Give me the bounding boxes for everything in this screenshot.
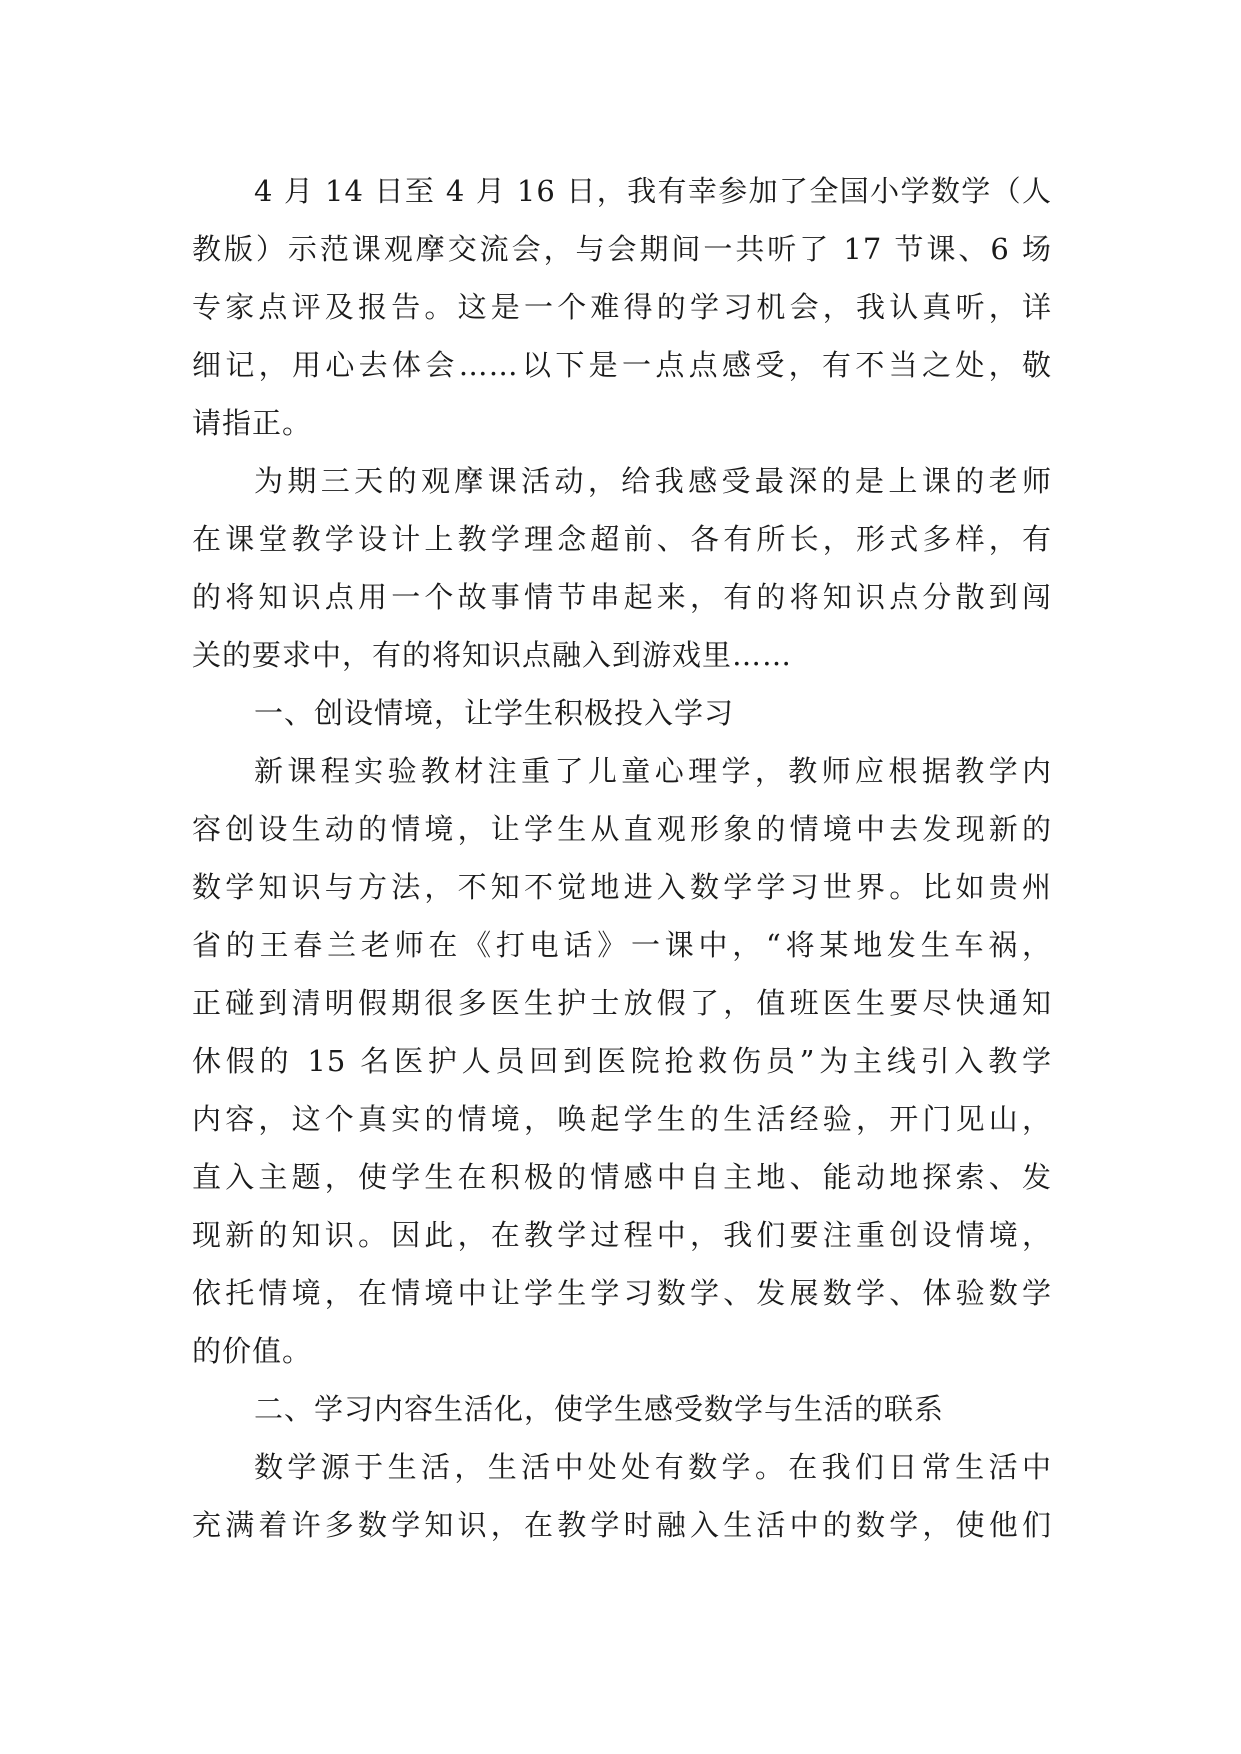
text-line: 省的王春兰老师在《打电话》一课中，“将某地发生车祸， [192, 928, 1052, 962]
text-line: 休假的 15 名医护人员回到医院抢救伤员”为主线引入教学 [192, 1044, 1052, 1078]
section-heading-2 [192, 1380, 1052, 1438]
text-line: 数学知识与方法，不知不觉地进入数学学习世界。比如贵州 [192, 870, 1052, 904]
paragraph-situation [192, 742, 1052, 1380]
text-line: 正碰到清明假期很多医生护士放假了，值班医生要尽快通知 [192, 986, 1052, 1020]
text-line: 教版）示范课观摩交流会，与会期间一共听了 17 节课、6 场 [192, 232, 1052, 266]
text-line: 4 月 14 日至 4 月 16 日，我有幸参加了全国小学数学（人 [254, 174, 1052, 208]
text-line: 现新的知识。因此，在教学过程中，我们要注重创设情境， [192, 1218, 1052, 1252]
text-line: 的价值。 [192, 1334, 313, 1368]
heading-text: 一、创设情境，让学生积极投入学习 [254, 696, 735, 730]
text-line: 直入主题，使学生在积极的情感中自主地、能动地探索、发 [192, 1160, 1052, 1194]
document-body [192, 162, 1052, 1554]
heading-text: 二、学习内容生活化，使学生感受数学与生活的联系 [254, 1392, 945, 1426]
section-heading-1 [192, 684, 1052, 742]
text-line: 的将知识点用一个故事情节串起来，有的将知识点分散到闯 [192, 580, 1052, 614]
text-line: 容创设生动的情境，让学生从直观形象的情境中去发现新的 [192, 812, 1052, 846]
paragraph-intro [192, 162, 1052, 452]
text-line: 新课程实验教材注重了儿童心理学，教师应根据教学内 [254, 754, 1052, 788]
text-line: 内容，这个真实的情境，唤起学生的生活经验，开门见山， [192, 1102, 1052, 1136]
text-line: 充满着许多数学知识，在教学时融入生活中的数学，使他们 [192, 1508, 1052, 1542]
text-line: 在课堂教学设计上教学理念超前、各有所长，形式多样，有 [192, 522, 1052, 556]
paragraph-life-math [192, 1438, 1052, 1554]
paragraph-impression [192, 452, 1052, 684]
text-line: 专家点评及报告。这是一个难得的学习机会，我认真听，详 [192, 290, 1052, 324]
text-line: 为期三天的观摩课活动，给我感受最深的是上课的老师 [254, 464, 1052, 498]
text-line: 细记，用心去体会……以下是一点点感受，有不当之处，敬 [192, 348, 1052, 382]
text-line: 依托情境，在情境中让学生学习数学、发展数学、体验数学 [192, 1276, 1052, 1310]
text-line: 请指正。 [192, 406, 313, 440]
text-line: 数学源于生活，生活中处处有数学。在我们日常生活中 [254, 1450, 1052, 1484]
text-line: 关的要求中，有的将知识点融入到游戏里…… [192, 638, 793, 672]
